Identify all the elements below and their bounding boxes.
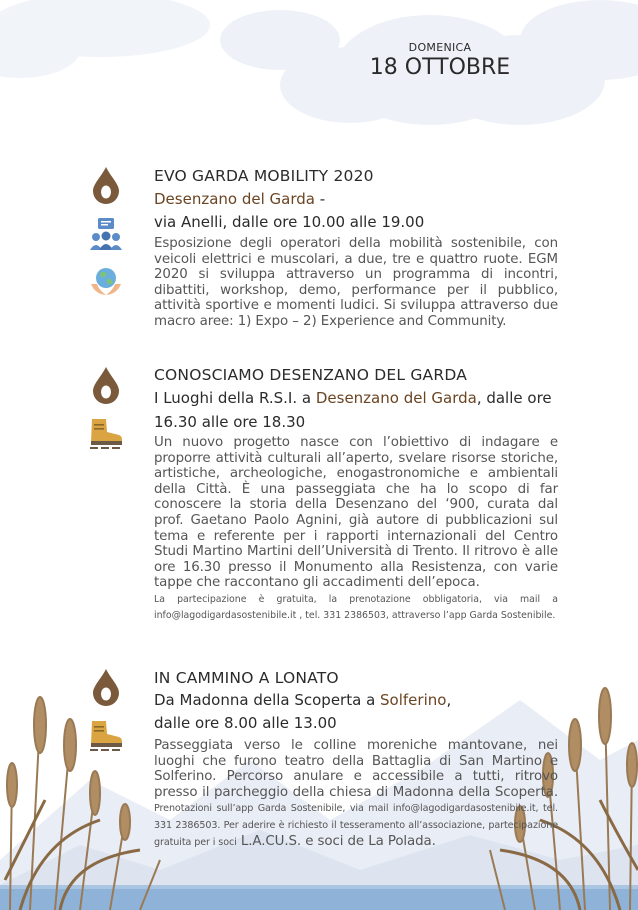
event-time: via Anelli, dalle ore 10.00 alle 19.00: [154, 213, 425, 231]
event-subtitle-pre: I Luoghi della R.S.I. a: [154, 389, 316, 407]
water-drop-icon: [90, 366, 122, 404]
event-description: Un nuovo progetto nasce con l’obiettivo di indagare e proporre attività culturali all’aperto, svelare risorse storiche, artistiche, archeologiche, enogastronomiche e ambientali della Città. È una passeggiata che ha lo scopo di far conoscere la storia della Desenzano del ‘900, curata dal prof. Gaetano Paolo Agnini, già autore di pubblicazioni sul tema e referente per i rapporti internazionali del Centro Studi Martino Martini dell’Università di Trento. Il ritrovo è alle ore 16.30 presso il Monumento alla Resistenza, con varie tappe che raccontano gli accadimenti dell’epoca.: [154, 435, 558, 591]
event-location-highlight: Desenzano del Garda: [154, 190, 315, 208]
event-location-highlight: Desenzano del Garda: [315, 389, 477, 407]
event-description: [154, 738, 558, 850]
event-booking-note: La partecipazione è gratuita, la prenotazione obbligatoria, via mail a info@lagodigardasostenibile.it , tel. 331 2386503, attraverso l’app Garda Sostenibile.: [154, 593, 558, 622]
event-title: EVO GARDA MOBILITY 2020: [154, 167, 374, 185]
water-drop-icon: [90, 166, 122, 204]
event-subtitle: [154, 387, 558, 410]
event-description: Esposizione degli operatori della mobilità sostenibile, con veicoli elettrici e muscolari, a due, tre e quattro ruote. EGM 2020 si sviluppa attraverso un programma di incontri, dibattiti, workshop, demo, performance per il pubblico, attività sportive e momenti ludici. Si sviluppa attraverso due macro aree: 1) Expo – 2) Experience and Community.: [154, 236, 558, 329]
date-heading: 18 OTTOBRE: [369, 55, 511, 80]
water-drop-icon: [90, 668, 122, 706]
event-time: dalle ore 8.00 alle 13.00: [154, 714, 337, 732]
event-description-text: Passeggiata verso le colline moreniche mantovane, nei luoghi che furono teatro della Battaglia di San Martino e Solferino. Percorso anulare e accessibile a tutti, ritrovo presso il parcheggio della chiesa di Madonna della Scoperta.: [154, 738, 558, 800]
event-closing-text: L.A.CU.S. e soci de La Polada.: [240, 833, 436, 849]
event-in-cammino-a-lonato: [154, 668, 558, 850]
event-subtitle-pre: Da Madonna della Scoperta a: [154, 691, 381, 709]
event-time: 16.30 alle ore 18.30: [154, 413, 306, 431]
hiking-boot-icon: [88, 718, 124, 752]
event-title: IN CAMMINO A LONATO: [154, 669, 339, 687]
date-weekday: DOMENICA: [408, 41, 472, 54]
event-subtitle-post: , dalle ore: [476, 389, 552, 407]
event-evo-garda-mobility: [154, 166, 558, 330]
event-booking-note: Prenotazioni sull’app Garda Sostenibile, via mail info@lagodigardasostenibile.it, tel. 331 2386503. Per aderire è richiesto il tesseramento all’associazione, partecipazione gratuita per i soci: [154, 803, 558, 848]
event-title: CONOSCIAMO DESENZANO DEL GARDA: [154, 366, 467, 384]
event-location: [154, 188, 558, 211]
hiking-boot-icon: [88, 416, 124, 450]
conference-people-icon: [89, 217, 123, 253]
event-location-rest: -: [314, 190, 326, 208]
event-conosciamo-desenzano: [154, 365, 558, 624]
event-subtitle: [154, 689, 558, 712]
event-location-highlight: Solferino: [380, 691, 447, 709]
event-subtitle-post: ,: [446, 691, 452, 709]
earth-hands-icon: [89, 264, 123, 298]
